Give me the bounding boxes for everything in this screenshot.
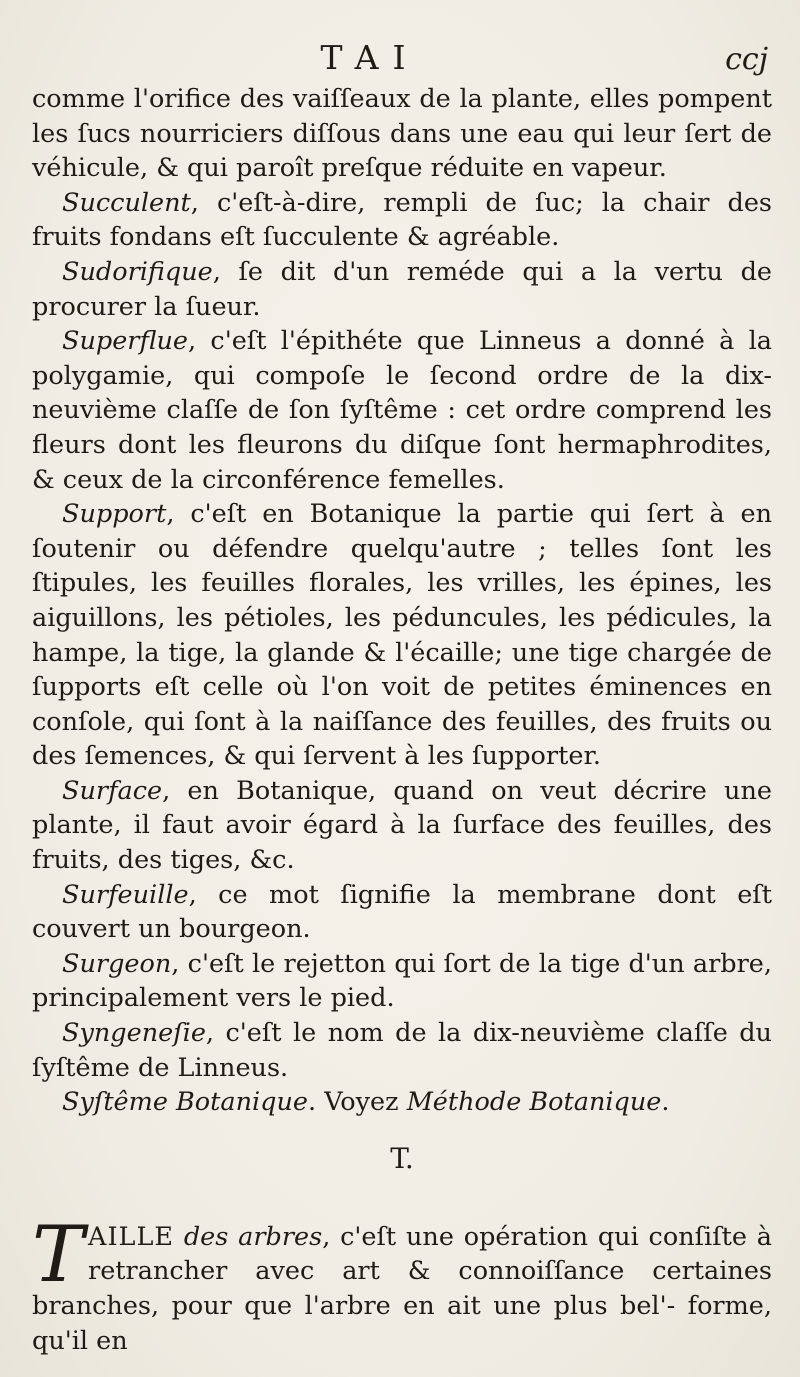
running-header (0, 38, 800, 82)
entry-succulent (32, 186, 772, 255)
entry-text: , c'eſt une opération qui conſiſte à retrancher avec art & connoiſſance certaines branches, pour que l'arbre en ait une plus bel'- forme, qu'il en (32, 1221, 772, 1356)
entry-term: Superflue (62, 326, 189, 357)
entry-taille (32, 1209, 772, 1358)
drop-cap: T (32, 1209, 85, 1300)
entry-term: Syſtême Botanique (62, 1087, 308, 1118)
entry-term: des arbres (174, 1221, 323, 1252)
entry-syngenesie (32, 1016, 772, 1085)
paragraph-continuation: comme l'orifice des vaiſſeaux de la plante, elles pompent les ſucs nourriciers diſſous dans une eau qui leur ſert de véhicule, & qui paroît preſque réduite en vapeur. (32, 84, 772, 184)
entry-term: Surface (62, 775, 163, 806)
entry-text: , c'eſt-à-dire, rempli de ſuc; la chair des fruits fondans eſt ſucculente & agréable. (32, 187, 772, 253)
entry-term: Support (62, 499, 167, 530)
entry-text: , c'eſt en Botanique la partie qui ſert à en ſoutenir ou défendre quelqu'autre ; telles ſont les ſtipules, les feuilles florales, les vrilles, les épines, les aiguillons, les pétioles, les péduncules, les pédicules, la hampe, la tige, la glande & l'écaille; une tige chargée de ſupports eſt celle où l'on voit de petites éminences en conſole, qui ſont à la naiſſance des feuilles, des fruits ou des ſemences, & qui ſervent à les ſupporter. (32, 499, 772, 772)
entry-text: , c'eſt l'épithéte que Linneus a donné à la polygamie, qui compoſe le ſecond ordre de la dix-neuvième claſſe de ſon ſyſtême : cet ordre comprend les fleurs dont les fleurons du diſque ſont hermaphrodites, & ceux de la circonférence femelles. (32, 326, 772, 495)
entry-text: . (661, 1087, 670, 1118)
entry-term: Surfeuille (62, 879, 189, 910)
entry-text: , en Botanique, quand on veut décrire une plante, il faut avoir égard à la ſurface des feuilles, des fruits, des tiges, &c. (32, 775, 772, 876)
entry-smallcaps: AILLE (88, 1221, 175, 1252)
entry-surfeuille (32, 878, 772, 947)
entry-sudorifique (32, 255, 772, 324)
entry-term: Syngeneſie (62, 1018, 206, 1049)
entry-systeme (32, 1085, 772, 1120)
entry-text: . Voyez (308, 1087, 407, 1118)
entry-text: , ce mot ſignifie la membrane dont eſt couvert un bourgeon. (32, 879, 772, 945)
entry-superflue (32, 324, 772, 497)
cross-reference: Méthode Botanique (406, 1087, 662, 1118)
page-number: ccj (725, 42, 768, 77)
entry-surface (32, 774, 772, 878)
running-title: TAI (320, 38, 420, 77)
entry-text: , ſe dit d'un reméde qui a la vertu de procurer la ſueur. (32, 256, 772, 322)
page-body (32, 82, 772, 1358)
entry-term: Surgeon (62, 948, 172, 979)
entry-term: Sudorifique (62, 256, 213, 287)
entry-text: , c'eſt le rejetton qui ſort de la tige d'un arbre, principalement vers le pied. (32, 948, 772, 1014)
entry-support (32, 497, 772, 774)
entry-term: Succulent (62, 187, 191, 218)
entry-text: , c'eſt le nom de la dix-neuvième claſſe du ſyſtême de Linneus. (32, 1018, 772, 1083)
entry-surgeon (32, 947, 772, 1016)
section-heading: T. (390, 1141, 414, 1175)
